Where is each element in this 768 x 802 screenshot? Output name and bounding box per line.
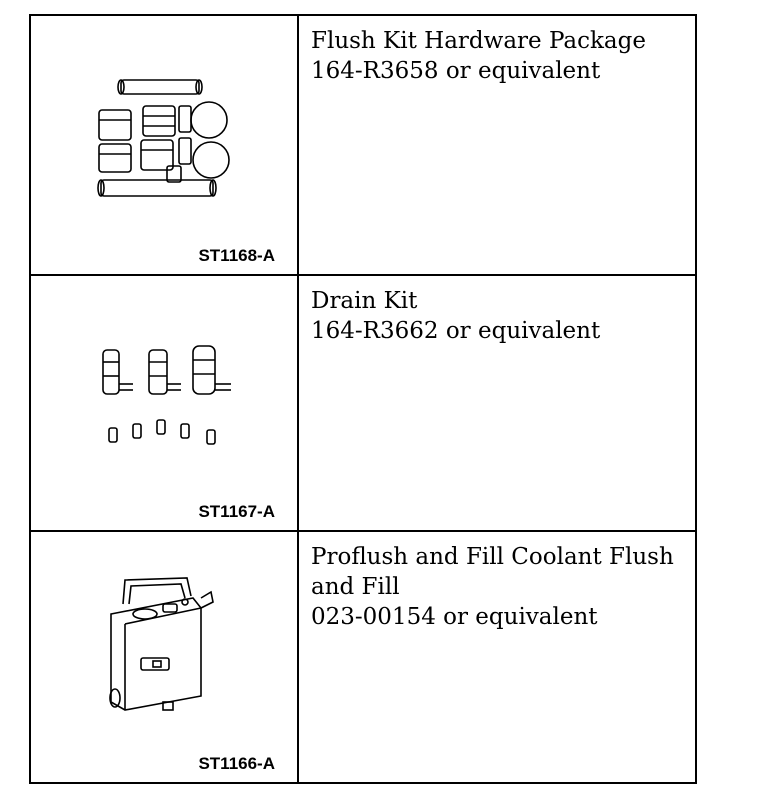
- tool-description: [311, 26, 683, 86]
- description-cell: [299, 532, 695, 782]
- tool-description: [311, 542, 683, 632]
- table-row: [31, 274, 695, 530]
- tool-name: Drain Kit: [311, 288, 418, 314]
- part-number: 164-R3662 or equivalent: [311, 318, 601, 344]
- part-number: 164-R3658 or equivalent: [311, 58, 601, 84]
- image-cell: [31, 16, 299, 274]
- table-row: [31, 16, 695, 274]
- description-cell: [299, 276, 695, 530]
- illustration-reference-code: ST1167-A: [198, 502, 275, 521]
- table-row: [31, 530, 695, 782]
- coolant-flush-machine-illustration: [101, 574, 221, 714]
- part-number: 023-00154 or equivalent: [311, 604, 598, 630]
- illustration-reference-code: ST1166-A: [198, 754, 275, 773]
- tool-name: Flush Kit Hardware Package: [311, 28, 646, 54]
- tool-name-line-1: Proflush and Fill Coolant Flush: [311, 544, 674, 570]
- illustration-reference-code: ST1168-A: [198, 246, 275, 265]
- special-tools-table: [29, 14, 697, 784]
- description-cell: [299, 16, 695, 274]
- tool-name-line-2: and Fill: [311, 574, 400, 600]
- image-cell: [31, 532, 299, 782]
- flush-kit-hardware-illustration: [93, 76, 243, 206]
- drain-kit-illustration: [97, 344, 247, 454]
- tool-description: [311, 286, 683, 346]
- image-cell: [31, 276, 299, 530]
